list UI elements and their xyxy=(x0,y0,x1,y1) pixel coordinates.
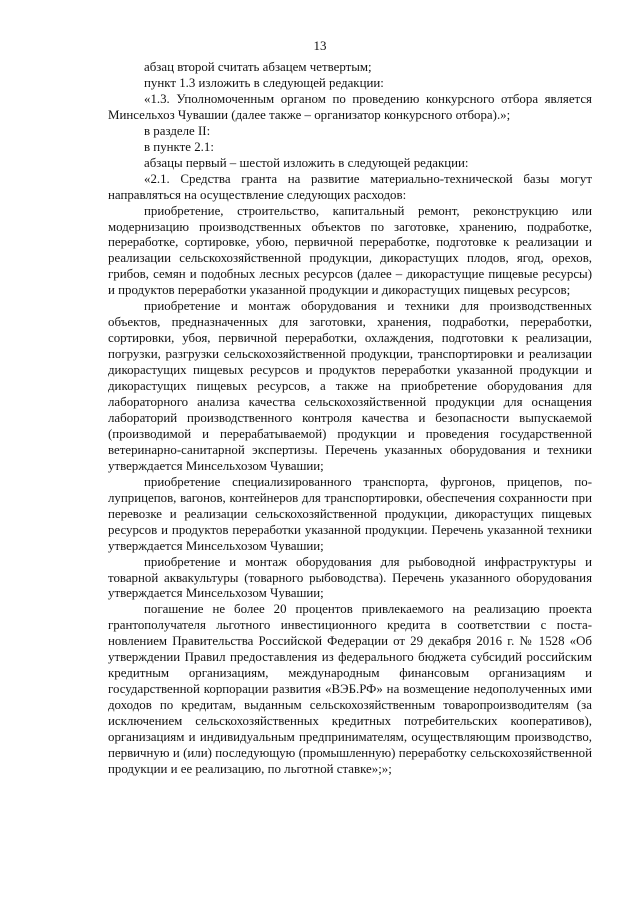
paragraph-4: в разделе II: xyxy=(144,123,211,138)
paragraph-1: абзац второй считать абзацем четвертым; xyxy=(144,60,372,74)
paragraph-5: в пункте 2.1: xyxy=(144,139,214,154)
paragraph-11: приобретение и монтаж оборудования для рыбоводной инфраструктуры и товарной аквакультуры (товарного рыбоводства). Перечень указанного оборудования утверждается Минсельхозом Чувашии; xyxy=(108,554,592,601)
paragraph-2: пункт 1.3 изложить в следующей редакции: xyxy=(144,75,384,90)
paragraph-8: приобретение, строительство, капитальный ремонт, реконструкцию или модернизацию производственных объектов по заготовке, хранению, подработке, переработке, сортировке, убою, первичной переработке, подготовке к реализации и реализации сельскохозяйственной продукции, дикорастущих плодов, ягод, орехов, грибов, семян и подобных лесных ресурсов (далее – дикорастущие пищевые ресурсы) и продуктов переработки указанной продукции и дикорастущих пищевых ресурсов; xyxy=(108,203,592,298)
paragraph-9: приобретение и монтаж оборудования и техники для производственных объектов, предназначенных для заготовки, хранения, подработки, переработки, сортировки, убоя, первичной переработки, охлаждения, подготовки к реализации, погрузки, разгрузки сельскохозяйственной продукции, транспортировки и реализации дикорастущих пищевых ресурсов и продуктов переработки указанной продукции и дикорастущих пищевых ресурсов, а также на приобретение оборудования для лабораторного анализа качества сельскохозяйственной продукции для оснащения лабораторий производственного контроля качества и безопасности выпускаемой (производимой и перерабатываемой) продукции и проведения государственной ветеринарно-санитарной экспертизы. Перечень указанных оборудования и техники утверждается Минсельхозом Чувашии; xyxy=(108,299,592,473)
paragraph-12: погашение не более 20 процентов привлекаемого на реализацию проекта грантополучателя льготного инвестиционного кредита в соответствии с постановлением Правительства Российской Федерации от 29 декабря 2016 г. № 1528 «Об утверждении Правил предоставления из федерального бюджета субсидий российским кредитным организациям, международным финансовым организациям и государственной корпорации развития «ВЭБ.РФ» на возмещение недополученных ими доходов по кредитам, выданным сельскохозяйственным товаропроизводителям (за исключением сельскохозяйственных кредитных потребительских кооперативов), организациям и индивидуальным предпринимателям, осуществляющим производство, первичную и (или) последующую (промышленную) переработку сельскохозяйственной продукции и ее реализацию, по льготной ставке»;»; xyxy=(108,602,592,776)
paragraph-7: «2.1. Средства гранта на развитие материально-технической базы могут направляться на осуществление следующих расходов: xyxy=(108,171,592,202)
document-body xyxy=(108,60,592,778)
paragraph-3: «1.3. Уполномоченным органом по проведению конкурсного отбора является Минсельхоз Чувашии (далее также – организатор конкурсного отбора).»; xyxy=(108,91,592,122)
page-number: 13 xyxy=(313,38,327,53)
paragraph-6: абзацы первый – шестой изложить в следующей редакции: xyxy=(144,155,469,170)
paragraph-10: приобретение специализированного транспорта, фургонов, прицепов, полуприцепов, вагонов, контейнеров для транспортировки, обеспечения сохранности при перевозке и реализации сельскохозяйственной продукции, дикорастущих пищевых ресурсов и продуктов переработки указанной продукции. Перечень указанной техники утверждается Минсельхозом Чувашии; xyxy=(108,474,592,553)
